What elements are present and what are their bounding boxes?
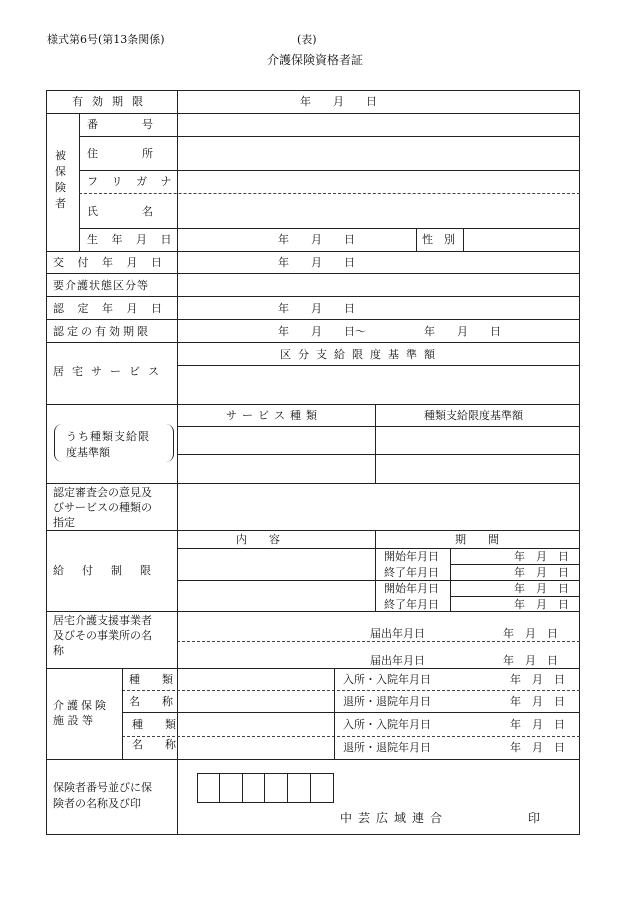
line-18 — [450, 564, 580, 565]
notify-date-2: 届出年月日 — [370, 654, 425, 667]
cert-validity-to: 年 月 日 — [424, 325, 501, 338]
kind-2: 種 類 — [132, 718, 176, 731]
line-9 — [46, 319, 580, 320]
facility-name-2: 名 称 — [132, 738, 176, 751]
line-15 — [46, 483, 580, 484]
sex-label: 性 別 — [422, 233, 455, 246]
benefit-divider — [375, 530, 376, 611]
facility-name-1: 名 称 — [129, 695, 173, 708]
form-title: 介護保険資格者証 — [267, 53, 364, 67]
address-label: 住 所 — [87, 147, 153, 160]
birthdate-label: 生 年 月 日 — [87, 233, 177, 246]
admit-date-2-value: 年 月 日 — [510, 718, 565, 731]
support-line2: 及びその事業所の名 — [53, 629, 152, 642]
facility-divider-1 — [122, 668, 123, 759]
line-19 — [177, 580, 580, 581]
insured-group-divider — [79, 113, 80, 251]
issue-date-value: 年 月 日 — [278, 256, 355, 269]
label-column-divider — [177, 90, 178, 835]
box-div-4 — [287, 773, 288, 803]
line-26 — [122, 736, 580, 737]
box-div-1 — [219, 773, 220, 803]
support-line1: 居宅介護支援事業者 — [53, 614, 152, 627]
home-service-label: 居宅サービス — [53, 365, 167, 378]
form-number: 様式第6号(第13条関係) — [47, 33, 165, 46]
line-7 — [46, 273, 580, 274]
limit-header: 区分支給限度基準額 — [280, 348, 442, 361]
sex-divider-1 — [416, 228, 417, 251]
line-16 — [46, 530, 580, 531]
line-25 — [122, 712, 580, 713]
cert-date-label: 認 定 年 月 日 — [53, 302, 167, 315]
of-which-line2: 度基準額 — [66, 446, 110, 459]
side-label: (表) — [297, 33, 317, 46]
line-27 — [46, 759, 580, 760]
line-14 — [177, 454, 580, 455]
period-header: 期 間 — [455, 533, 499, 546]
support-line3: 称 — [53, 644, 64, 657]
end-date-1: 終了年月日 — [384, 566, 439, 579]
line-22 — [177, 641, 580, 642]
facility-divider-2 — [334, 668, 335, 759]
number-label: 番 号 — [87, 118, 153, 131]
care-level-label: 要介護状態区分等 — [53, 279, 149, 292]
line-13 — [177, 426, 580, 427]
line-20 — [450, 596, 580, 597]
issue-date-label: 交 付 年 月 日 — [53, 256, 167, 269]
name-label: 氏 名 — [87, 205, 153, 218]
line-6 — [46, 251, 580, 252]
end-date-2: 終了年月日 — [384, 598, 439, 611]
line-24 — [122, 690, 580, 691]
leave-date-1: 退所・退院年月日 — [343, 695, 431, 708]
leave-date-2: 退所・退院年月日 — [343, 741, 431, 754]
line-12 — [46, 404, 580, 405]
line-1 — [46, 113, 580, 114]
start-date-2: 開始年月日 — [384, 582, 439, 595]
birthdate-value: 年 月 日 — [278, 233, 355, 246]
insurer-name: 中芸広域連合 — [340, 811, 449, 825]
admit-date-2: 入所・入院年月日 — [343, 718, 431, 731]
start-date-2-value: 年 月 日 — [514, 582, 569, 595]
admit-date-1-value: 年 月 日 — [510, 673, 565, 686]
facility-line1: 介護保険 — [53, 699, 109, 712]
content-header: 内 容 — [236, 533, 280, 546]
cert-validity-from: 年 月 日〜 — [278, 325, 366, 338]
insurer-line1: 保険者番号並びに保 — [53, 781, 152, 794]
leave-date-2-value: 年 月 日 — [510, 741, 565, 754]
box-div-2 — [242, 773, 243, 803]
benefit-limit-label: 給付制限 — [53, 564, 169, 577]
type-limit-header: 種類支給限度基準額 — [424, 409, 523, 422]
line-11 — [177, 365, 580, 366]
insurer-number-boxes — [197, 773, 334, 803]
cert-date-value: 年 月 日 — [278, 302, 355, 315]
insurer-line2: 険者の名称及び印 — [53, 797, 141, 810]
sex-divider-2 — [463, 228, 464, 251]
leave-date-1-value: 年 月 日 — [510, 695, 565, 708]
validity-date: 年 月 日 — [300, 95, 377, 108]
of-which-line1: うち種類支給限 — [66, 430, 150, 443]
notify-date-1: 届出年月日 — [370, 627, 425, 640]
service-type-header: サービス種類 — [226, 409, 322, 422]
furigana-label: フ リ ガ ナ — [87, 175, 177, 188]
end-date-1-value: 年 月 日 — [514, 566, 569, 579]
kind-1: 種 類 — [129, 673, 173, 686]
opinion-line1: 認定審査会の意見及 — [53, 486, 152, 499]
insured-group-label: 被保険者 — [55, 149, 66, 210]
line-2 — [79, 136, 580, 137]
line-10 — [46, 342, 580, 343]
cert-validity-label: 認定の有効期限 — [53, 325, 151, 338]
validity-label: 有効期限 — [72, 95, 152, 108]
start-date-1: 開始年月日 — [384, 550, 439, 563]
opinion-line2: びサービスの種類の — [53, 501, 152, 514]
box-div-3 — [264, 773, 265, 803]
line-5 — [79, 228, 580, 229]
seal-mark: 印 — [528, 811, 541, 825]
line-23 — [46, 668, 580, 669]
notify-date-2-value: 年 月 日 — [503, 654, 558, 667]
period-divider — [450, 548, 451, 611]
opinion-line3: 指定 — [53, 516, 75, 529]
line-4 — [79, 193, 580, 194]
service-divider — [375, 404, 376, 483]
notify-date-1-value: 年 月 日 — [503, 627, 558, 640]
end-date-2-value: 年 月 日 — [514, 598, 569, 611]
line-21 — [46, 611, 580, 612]
box-div-5 — [310, 773, 311, 803]
form-frame — [46, 90, 580, 835]
admit-date-1: 入所・入院年月日 — [343, 673, 431, 686]
facility-line2: 施 設 等 — [53, 714, 93, 727]
start-date-1-value: 年 月 日 — [514, 550, 569, 563]
line-8 — [46, 296, 580, 297]
line-17 — [177, 548, 580, 549]
line-3 — [79, 170, 580, 171]
